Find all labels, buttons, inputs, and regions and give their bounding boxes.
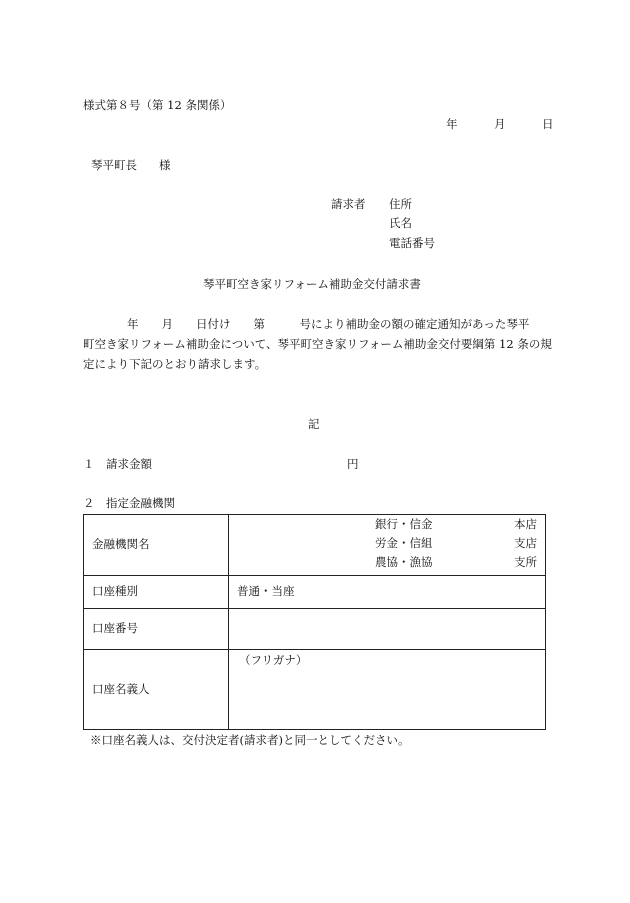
- date-line: [446, 119, 556, 133]
- item1-label: １ 請求金額: [83, 457, 152, 471]
- table-row: [84, 515, 546, 576]
- bank-type-1: 銀行・信金: [375, 517, 433, 531]
- branch-type-2: 支店: [514, 536, 537, 550]
- bank-table: [83, 514, 546, 730]
- table-row: [84, 650, 546, 730]
- account-holder-value[interactable]: [229, 650, 546, 730]
- account-number-value[interactable]: [229, 609, 546, 650]
- account-number-label: 口座番号: [84, 609, 229, 650]
- body-line-2: 町空き家リフォーム補助金について、琴平町空き家リフォーム補助金交付要綱第 12 条の規: [83, 337, 552, 351]
- body-line-3: 定により下記のとおり請求します。: [83, 357, 267, 371]
- institution-label: 金融機関名: [84, 515, 229, 576]
- addressee-suffix: 様: [159, 158, 171, 172]
- furigana-label: （フリガナ）: [239, 653, 308, 667]
- account-type-value[interactable]: 普通・当座: [229, 576, 546, 609]
- branch-type-1: 本店: [514, 517, 537, 531]
- name-label: 氏名: [389, 216, 412, 230]
- body-line-1: 年 月 日付け 第 号により補助金の額の確定通知があった琴平: [127, 317, 530, 331]
- institution-value[interactable]: [229, 515, 546, 576]
- branch-type-3: 支所: [514, 555, 537, 569]
- item1-unit: 円: [347, 457, 359, 471]
- item2-label: ２ 指定金融機関: [83, 496, 175, 510]
- address-label: 住所: [389, 197, 412, 211]
- ki-heading: 記: [308, 417, 320, 431]
- document-title: 琴平町空き家リフォーム補助金交付請求書: [203, 277, 421, 291]
- date-month: 月: [494, 117, 506, 131]
- addressee: 琴平町長: [91, 158, 137, 172]
- phone-label: 電話番号: [389, 236, 435, 250]
- bank-type-2: 労金・信組: [375, 536, 433, 550]
- claimant-label: 請求者: [331, 197, 366, 211]
- note: ※口座名義人は、交付決定者(請求者)と同一としてください。: [90, 733, 410, 747]
- table-row: [84, 576, 546, 609]
- account-holder-label: 口座名義人: [84, 650, 229, 730]
- date-day: 日: [542, 117, 554, 131]
- account-type-label: 口座種別: [84, 576, 229, 609]
- form-number: 様式第８号（第 12 条関係）: [83, 98, 232, 112]
- date-year: 年: [446, 117, 458, 131]
- bank-type-3: 農協・漁協: [375, 555, 433, 569]
- table-row: [84, 609, 546, 650]
